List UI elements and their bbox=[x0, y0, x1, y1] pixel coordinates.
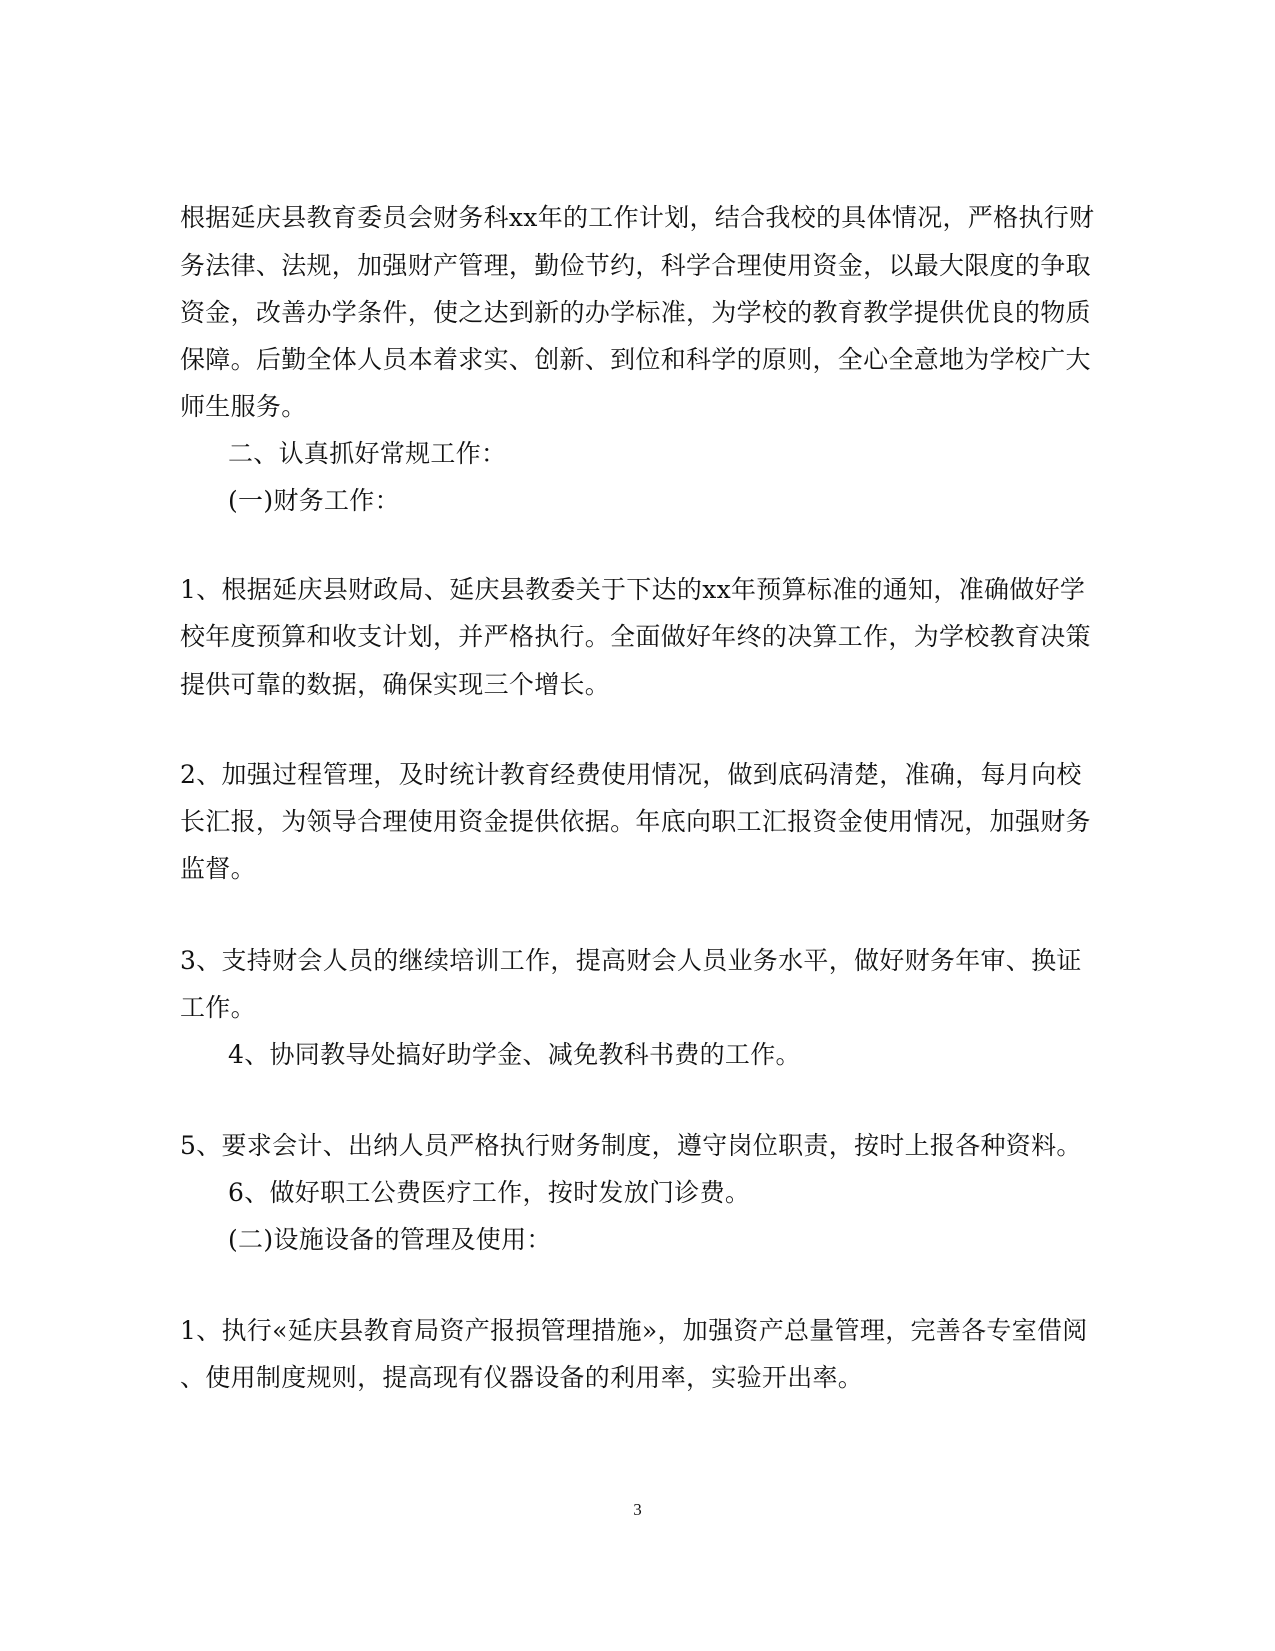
text-line: 5、要求会计、出纳人员严格执行财务制度，遵守岗位职责，按时上报各种资料。 bbox=[180, 1131, 1082, 1160]
text-line: 3、支持财会人员的继续培训工作，提高财会人员业务水平，做好财务年审、换证 bbox=[180, 946, 1082, 975]
text-line: 4、协同教导处搞好助学金、减免教科书费的工作。 bbox=[228, 1040, 801, 1069]
text-line: 工作。 bbox=[180, 993, 256, 1022]
text-line: 师生服务。 bbox=[180, 392, 307, 421]
section-heading: 二、认真抓好常规工作： bbox=[228, 439, 507, 468]
subsection-heading: (二)设施设备的管理及使用： bbox=[228, 1225, 552, 1254]
text-line: 6、做好职工公费医疗工作，按时发放门诊费。 bbox=[228, 1178, 751, 1207]
text-line: 保障。后勤全体人员本着求实、创新、到位和科学的原则，全心全意地为学校广大 bbox=[180, 345, 1091, 374]
text-line: 、使用制度规则，提高现有仪器设备的利用率，实验开出率。 bbox=[180, 1363, 864, 1392]
page-number: 3 bbox=[633, 1500, 642, 1519]
text-line: 长汇报，为领导合理使用资金提供依据。年底向职工汇报资金使用情况，加强财务 bbox=[180, 807, 1091, 836]
text-line: 校年度预算和收支计划，并严格执行。全面做好年终的决算工作，为学校教育决策 bbox=[180, 622, 1091, 651]
text-line: 2、加强过程管理，及时统计教育经费使用情况，做到底码清楚，准确，每月向校 bbox=[180, 760, 1082, 789]
text-line: 资金，改善办学条件，使之达到新的办学标准，为学校的教育教学提供优良的物质 bbox=[180, 298, 1091, 327]
text-line: 根据延庆县教育委员会财务科xx年的工作计划，结合我校的具体情况，严格执行财 bbox=[180, 203, 1095, 232]
text-line: 监督。 bbox=[180, 854, 256, 883]
text-line: 务法律、法规，加强财产管理，勤俭节约，科学合理使用资金，以最大限度的争取 bbox=[180, 251, 1091, 280]
text-line: 提供可靠的数据，确保实现三个增长。 bbox=[180, 670, 611, 699]
subsection-heading: (一)财务工作： bbox=[228, 486, 400, 515]
text-line: 1、执行«延庆县教育局资产报损管理措施»，加强资产总量管理，完善各专室借阅 bbox=[180, 1316, 1088, 1345]
text-line: 1、根据延庆县财政局、延庆县教委关于下达的xx年预算标准的通知，准确做好学 bbox=[180, 575, 1086, 604]
